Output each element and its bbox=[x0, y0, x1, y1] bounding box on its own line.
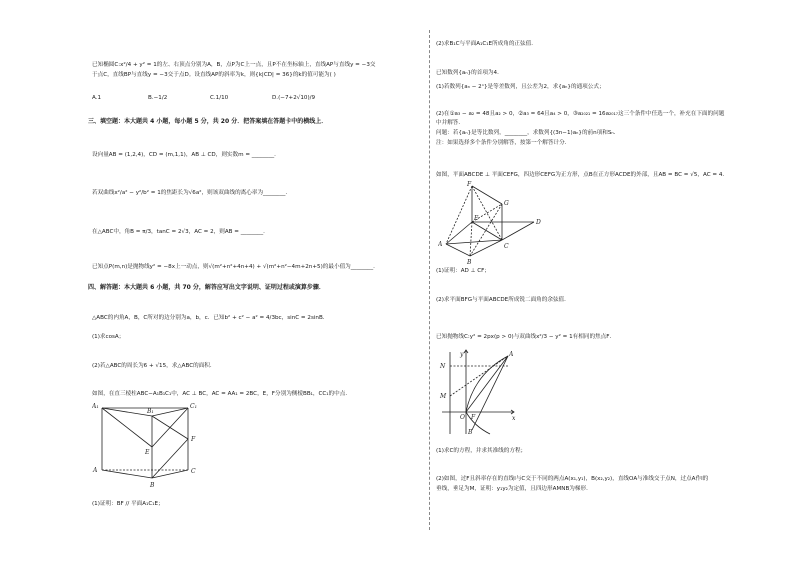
q21-part2-line2: 垂线，垂足为M，证明：y₁y₂为定值，且四边形AMNB为梯形． bbox=[436, 486, 592, 492]
q18-part2: (2)求B₁C与平面A₁C₁E所成角的正弦值． bbox=[436, 41, 537, 47]
label-f: F bbox=[191, 436, 196, 443]
q18-stem: 如图，在直三棱柱ABC−A₁B₁C₁中，AC ⊥ BC，AC = AA₁ = 2BC，E，F分别为侧棱BB₁，CC₁的中点． bbox=[92, 391, 351, 397]
label-b: B bbox=[467, 259, 472, 266]
q17-part1: (1)求cosA； bbox=[92, 334, 125, 340]
label-n: N bbox=[440, 363, 446, 370]
fill-q1: 设向量AB = (1,2,4)，CD = (m,1,1)，AB ⊥ CD，则实数m = ________. bbox=[92, 152, 276, 158]
q19-part2-note: 注：如果选择多个条件分别解答，按第一个解答计分． bbox=[436, 140, 571, 146]
label-b1: B₁ bbox=[147, 408, 154, 415]
q21-part1: (1)求C的方程，并求其准线的方程； bbox=[436, 448, 527, 454]
label-e: E bbox=[145, 449, 150, 456]
fill-q4: 已知点P(m,n)是抛物线y² = −8x上一动点，则√(m²+n²+4n+4) + √(m²+n²−4m+2n+5)的最小值为________. bbox=[92, 264, 375, 270]
q21-stem: 已知抛物线C:y² = 2px(p > 0)与双曲线x²/3 − y² = 1有相同的焦点F． bbox=[436, 334, 616, 340]
option-c: C.1/10 bbox=[210, 95, 229, 101]
label-a: A bbox=[438, 241, 443, 248]
prism-figure bbox=[92, 398, 202, 494]
option-a: A.1 bbox=[92, 95, 102, 101]
label-d: D bbox=[536, 219, 541, 226]
parabola-graph bbox=[438, 348, 518, 436]
label-c1: C₁ bbox=[190, 403, 197, 410]
column-divider bbox=[429, 30, 430, 530]
label-y: y bbox=[460, 351, 464, 358]
label-o: O bbox=[460, 414, 465, 421]
label-e: E bbox=[474, 215, 479, 222]
label-m: M bbox=[440, 393, 447, 400]
q20-part1: (1)证明：AD ⊥ CF； bbox=[436, 268, 490, 274]
q20-part2: (2)求平面BFG与平面ABCDE所成锐二面角的余弦值． bbox=[436, 297, 570, 303]
q19-part2-line2: 中并解答． bbox=[436, 120, 464, 126]
label-g: G bbox=[504, 200, 509, 207]
right-column bbox=[436, 0, 766, 562]
label-b: B bbox=[150, 482, 155, 489]
left-column bbox=[88, 0, 423, 562]
q19-stem: 已知数列{aₙ}的首项为4． bbox=[436, 70, 503, 76]
fill-q3: 在△ABC中，角B = π/3，tanC = 2√3，AC = 2，则AB = ________. bbox=[92, 229, 265, 235]
label-f: F bbox=[467, 181, 472, 188]
section-4-heading: 四、解答题：本大题共 6 小题，共 70 分，解答应写出文字说明、证明过程或演算步骤． bbox=[88, 284, 325, 291]
q-ellipse-line1: 已知椭圆C:x²/4 + y² = 1的左、右顶点分别为A，B，点P为C上一点，且P不在坐标轴上，直线AP与直线y = −3交 bbox=[92, 62, 376, 68]
q17-part2: (2)若△ABC的周长为6 + √15，求△ABC的面积． bbox=[92, 363, 216, 369]
q19-part1: (1)若数列{aₙ − 2ⁿ}是等差数列，且公差为2，求{aₙ}的通项公式； bbox=[436, 84, 605, 90]
label-a1: A₁ bbox=[92, 403, 99, 410]
q19-part2-line1: (2)在①a₃ − a₂ = 48且a₂ > 0，②a₃ = 64且a₄ > 0，③a₂₀₂₁ = 16a₂₀₁₇这三个条件中任选一个，补充在下面的问题 bbox=[436, 111, 725, 117]
q19-part2-line3: 问题：若{aₙ}是等比数列，________，求数列{(3n−1)aₙ}的前n项和Sₙ． bbox=[436, 130, 620, 136]
label-a: A bbox=[509, 351, 514, 358]
q21-part2-line1: (2)如图，过F且斜率存在的直线l与C交于不同的两点A(x₁,y₁)，B(x₂,y₂)，直线OA与准线交于点N，过点A作l的 bbox=[436, 476, 709, 482]
label-c: C bbox=[504, 243, 509, 250]
option-b: B.−1/2 bbox=[148, 95, 168, 101]
q17-stem: △ABC的内角A，B，C所对的边分别为a，b，c．已知b² + c² − a² = 4/3bc，sinC = 2sinB． bbox=[92, 315, 329, 321]
solid-figure bbox=[438, 178, 546, 266]
q20-stem: 如图，平面ABCDE ⊥ 平面CEFG，四边形CEFG为正方形，点B在正方形ACDE的外部，且AB = BC = √5，AC = 4． bbox=[436, 172, 729, 178]
q-ellipse-line2: 于点C，直线BP与直线y = −3交于点D。设直线AP的斜率为k，则{k|CD| = 36}的k的值可能为( ) bbox=[92, 72, 336, 78]
label-b: B bbox=[468, 429, 473, 436]
fill-q2: 若双曲线x²/a² − y²/b² = 1的焦距长为√6a²，则该双曲线的离心率为________. bbox=[92, 190, 288, 196]
option-d: D.(−7+2√10)/9 bbox=[272, 95, 316, 101]
section-3-heading: 三、填空题：本大题共 4 小题，每小题 5 分，共 20 分．把答案填在答题卡中的横线上． bbox=[88, 118, 328, 125]
q18-part1: (1)证明：BF // 平面A₁C₁E； bbox=[92, 501, 164, 507]
label-a: A bbox=[93, 467, 98, 474]
label-c: C bbox=[191, 468, 196, 475]
label-x: x bbox=[512, 415, 516, 422]
label-f: F bbox=[471, 414, 476, 421]
